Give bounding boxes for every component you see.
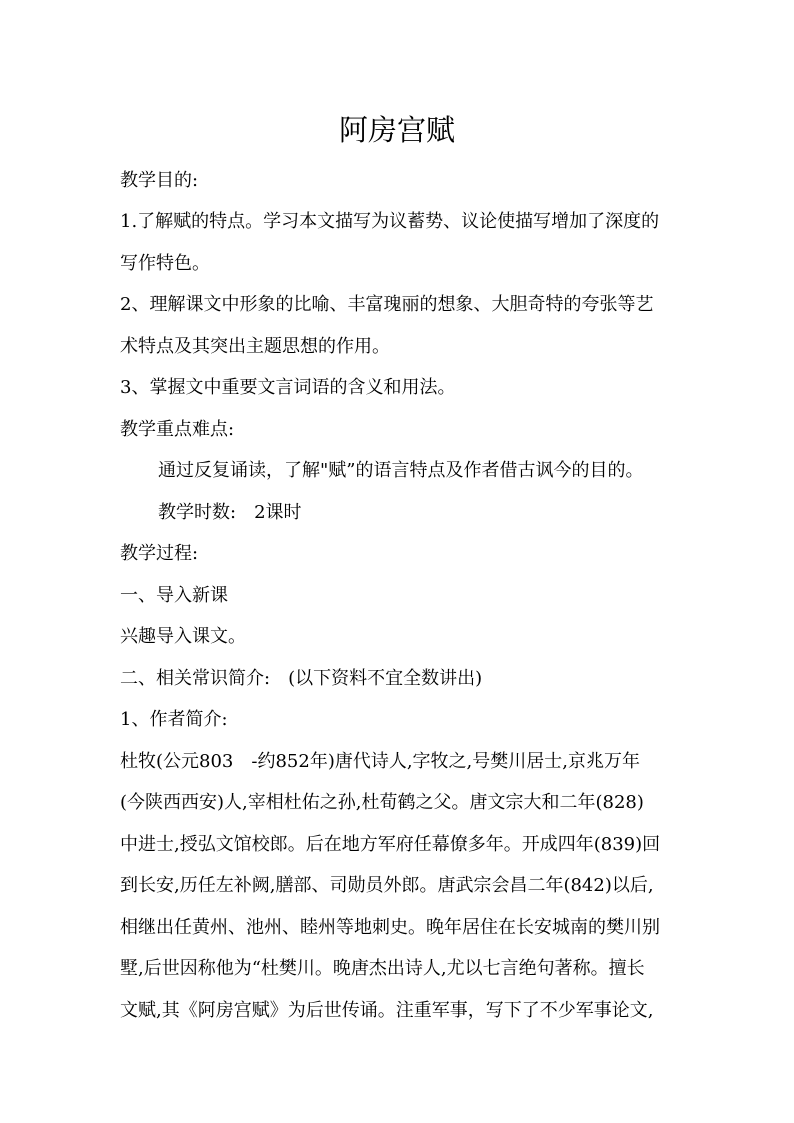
subsection-heading: 1、作者简介: (120, 709, 228, 730)
paragraph-line: 兴趣导入课文。 (120, 626, 246, 647)
section-heading-key-points: 教学重点难点: (120, 419, 235, 440)
paragraph-line: 术特点及其突出主题思想的作用。 (120, 336, 390, 357)
subsection-heading: 二、相关常识简介: (以下资料不宜全数讲出) (120, 668, 483, 689)
paragraph-line: 文赋,其《阿房宫赋》为后世传诵。注重军事，写下了不少军事论文, (120, 1000, 654, 1021)
paragraph-line: 杜牧(公元803 -约852年)唐代诗人,字牧之,号樊川居士,京兆万年 (120, 751, 641, 772)
paragraph-line: 墅,后世因称他为“杜樊川。晚唐杰出诗人,尤以七言绝句著称。擅长 (120, 958, 645, 979)
section-heading-process: 教学过程: (120, 543, 199, 564)
paragraph-line: 中进士,授弘文馆校郎。后在地方军府任幕僚多年。开成四年(839)回 (120, 834, 661, 855)
teaching-hours: 教学时数: 2课时 (158, 502, 302, 523)
paragraph-line: 通过反复诵读，了解"赋”的语言特点及作者借古讽今的目的。 (158, 460, 644, 481)
paragraph-line: 2、理解课文中形象的比喻、丰富瑰丽的想象、大胆奇特的夸张等艺 (120, 294, 654, 315)
paragraph-line: 3、掌握文中重要文言词语的含义和用法。 (120, 377, 456, 398)
section-heading-objectives: 教学目的: (120, 170, 199, 191)
paragraph-line: (今陕西西安)人,宰相杜佑之孙,杜荀鹤之父。唐文宗大和二年(828) (120, 792, 644, 813)
paragraph-line: 1.了解赋的特点。学习本文描写为议蓄势、议论使描写增加了深度的 (120, 211, 660, 232)
paragraph-line: 写作特色。 (120, 253, 210, 274)
page-title: 阿房宫赋 (338, 113, 455, 147)
subsection-heading: 一、导入新课 (120, 585, 228, 606)
paragraph-line: 相继出任黄州、池州、睦州等地刺史。晚年居住在长安城南的樊川别 (120, 917, 660, 938)
paragraph-line: 到长安,历任左补阙,膳部、司勋员外郎。唐武宗会昌二年(842)以后, (120, 875, 654, 896)
